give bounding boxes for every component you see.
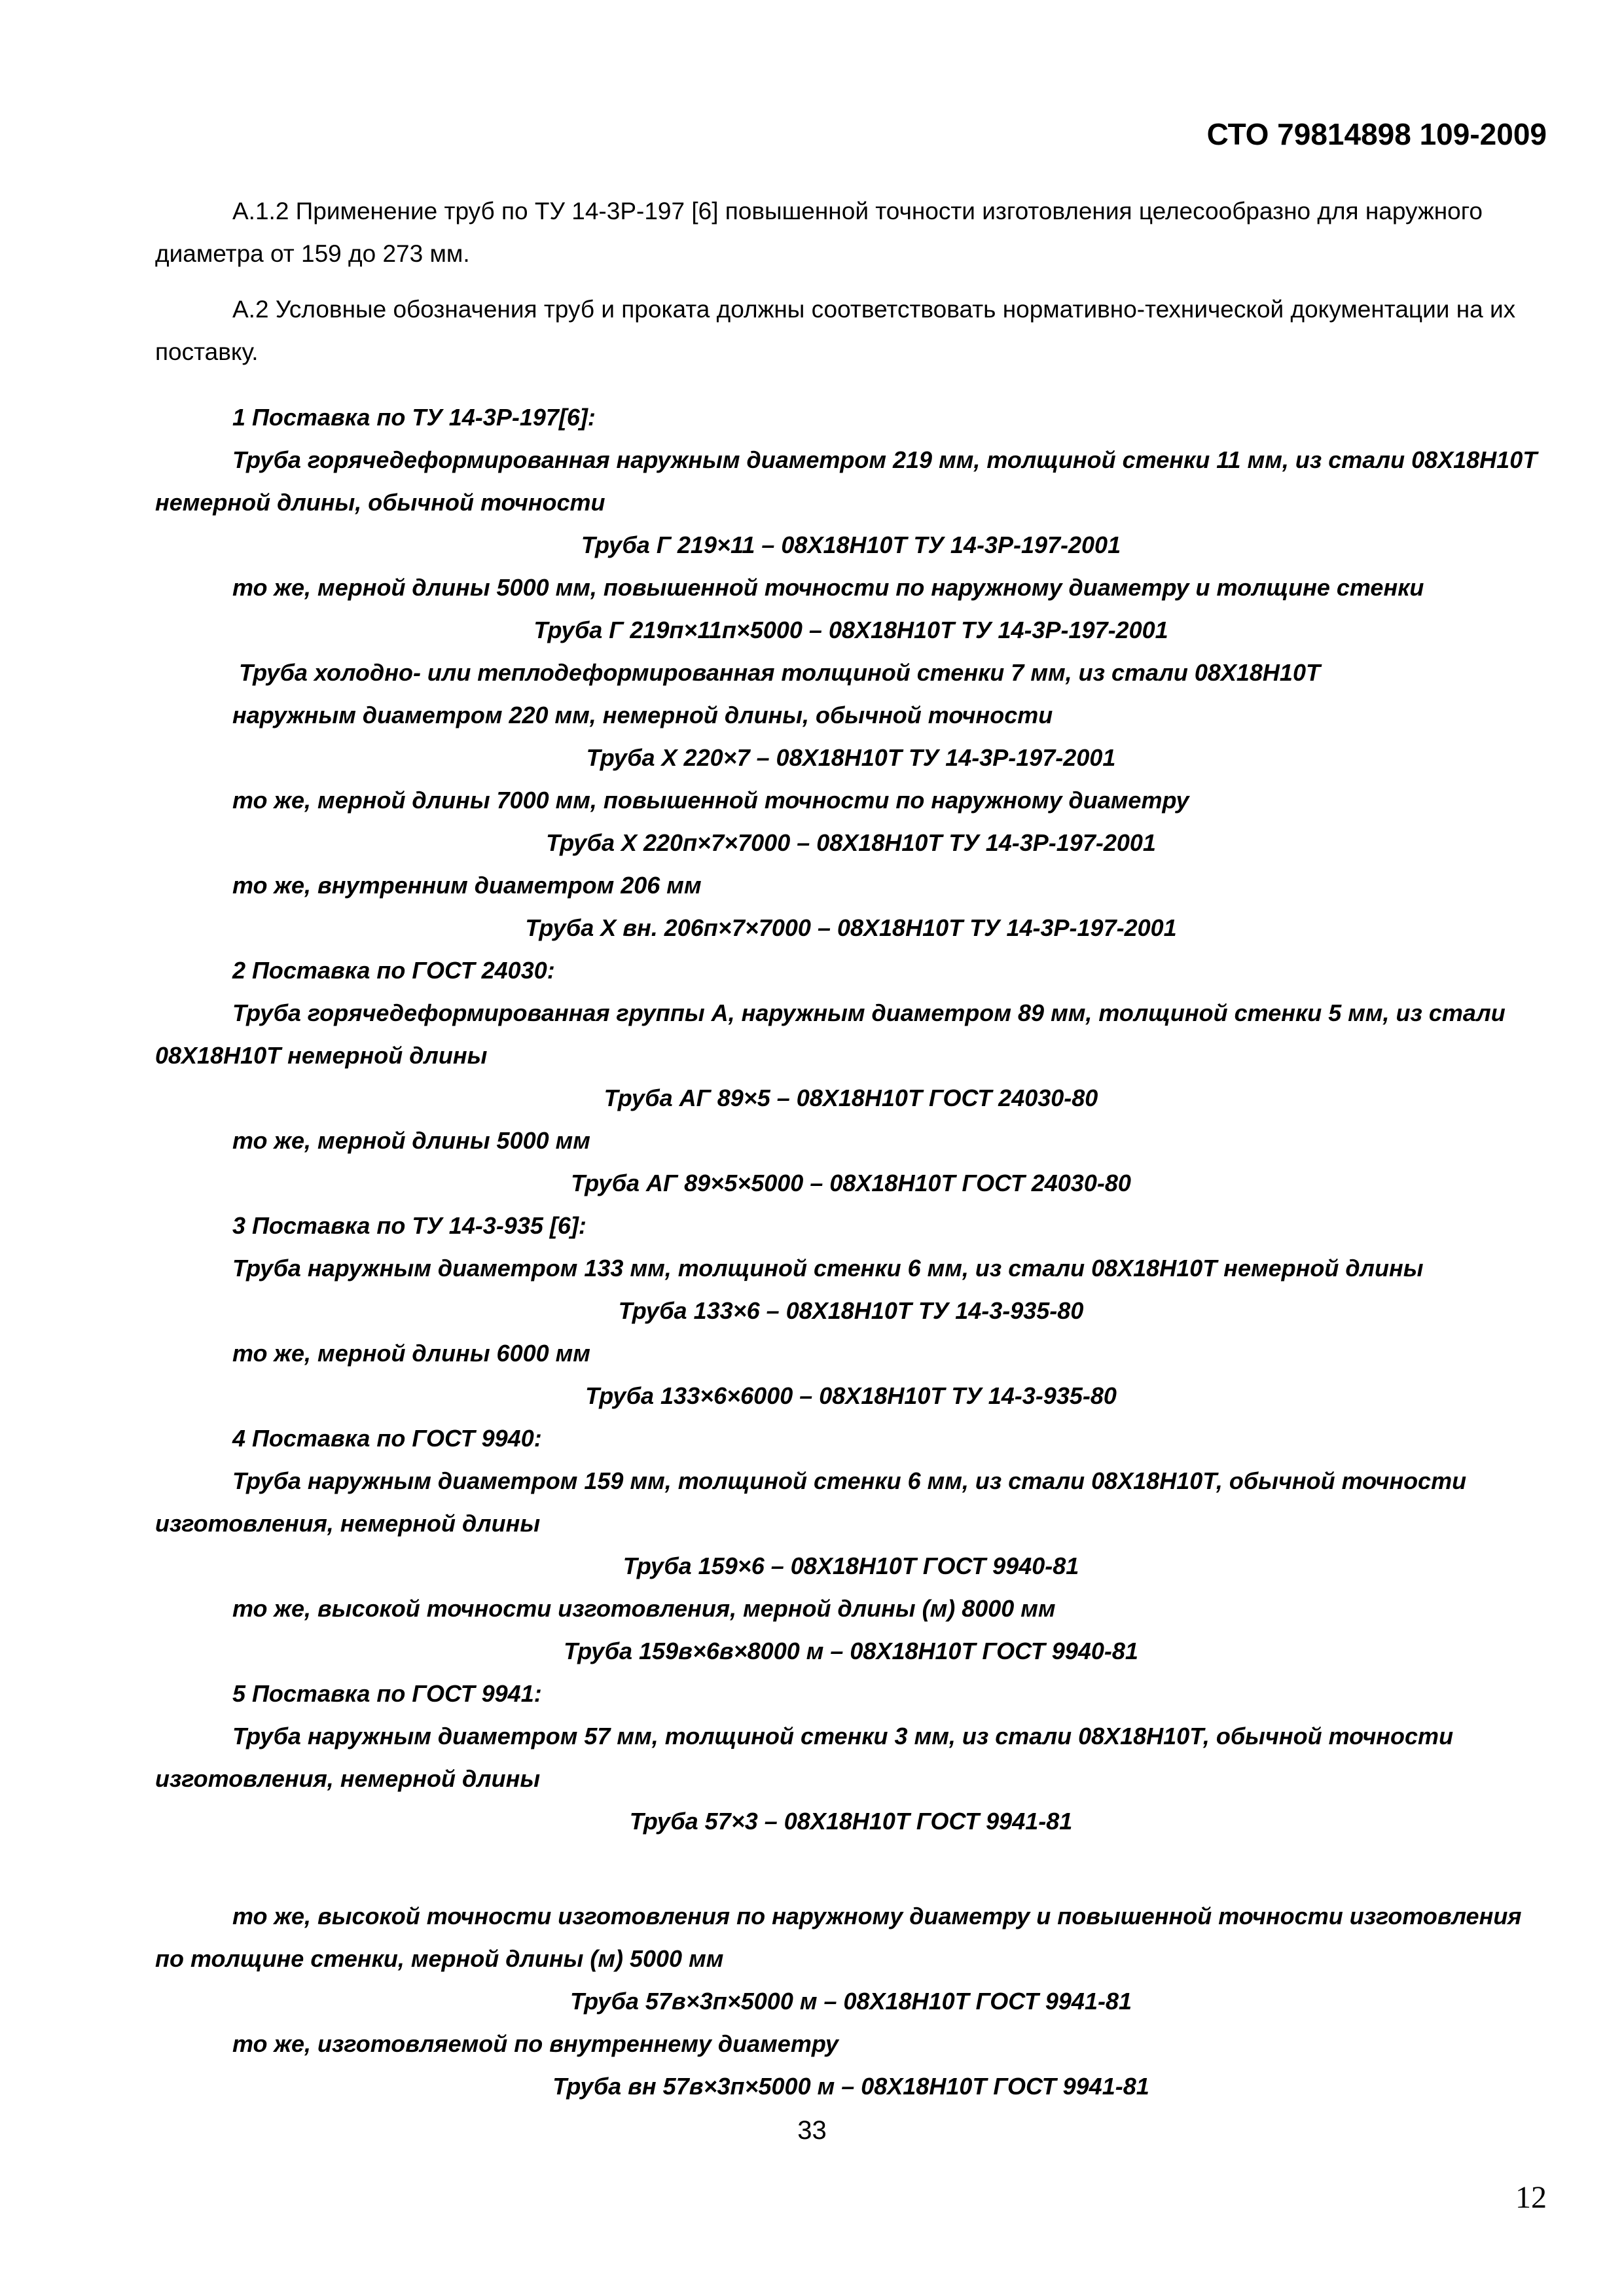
designation-example: Труба вн 57в×3п×5000 м – 08Х18Н10Т ГОСТ 9941-81 — [552, 2073, 1149, 2100]
designation-example: Труба Х 220п×7×7000 – 08Х18Н10Т ТУ 14-3Р-197-2001 — [546, 829, 1156, 856]
designation-example: Труба Х 220×7 – 08Х18Н10Т ТУ 14-3Р-197-2001 — [586, 744, 1116, 771]
description-line: то же, мерной длины 6000 мм — [232, 1340, 590, 1367]
description-line: Труба наружным диаметром 133 мм, толщиной стенки 6 мм, из стали 08Х18Н10Т немерной длины — [232, 1255, 1424, 1282]
designation-example: Труба Х вн. 206п×7×7000 – 08Х18Н10Т ТУ 14-3Р-197-2001 — [525, 914, 1177, 941]
section-heading-2: 2 Поставка по ГОСТ 24030: — [232, 957, 555, 984]
page-number: 33 — [797, 2116, 827, 2145]
paragraph-a12: А.1.2 Применение труб по ТУ 14-3Р-197 [6] повышенной точности изготовления целесообразно для наружного диаметра от 159 до 273 мм. — [155, 198, 1483, 267]
designation-example: Труба Г 219п×11п×5000 – 08Х18Н10Т ТУ 14-3Р-197-2001 — [533, 617, 1168, 643]
section-heading-1: 1 Поставка по ТУ 14-3Р-197[6]: — [232, 404, 596, 431]
sheet-number: 12 — [1515, 2180, 1547, 2215]
description-line: то же, высокой точности изготовления по наружному диаметру и повышенной точности изготовления по толщине стенки, мерной длины (м) 5000 мм — [155, 1903, 1522, 1972]
description-line: то же, высокой точности изготовления, мерной длины (м) 8000 мм — [232, 1595, 1056, 1622]
designation-example: Труба 133×6×6000 – 08Х18Н10Т ТУ 14-3-935-80 — [585, 1382, 1117, 1409]
designation-example: Труба АГ 89×5 – 08Х18Н10Т ГОСТ 24030-80 — [604, 1085, 1098, 1111]
description-line: то же, внутренним диаметром 206 мм — [232, 872, 702, 899]
designation-example: Труба Г 219×11 – 08Х18Н10Т ТУ 14-3Р-197-2001 — [581, 531, 1121, 558]
section-heading-3: 3 Поставка по ТУ 14-3-935 [6]: — [232, 1212, 586, 1239]
description-line: Труба холодно- или теплодеформированная толщиной стенки 7 мм, из стали 08Х18Н10Т — [232, 659, 1320, 686]
description-line: Труба горячедеформированная наружным диаметром 219 мм, толщиной стенки 11 мм, из стали 08Х18Н10Т немерной длины, обычной точности — [155, 446, 1538, 516]
paragraph-a2: А.2 Условные обозначения труб и проката должны соответствовать нормативно-технической документации на их поставку. — [155, 296, 1516, 365]
doc-header: СТО 79814898 109-2009 — [1206, 117, 1547, 151]
designation-example: Труба 133×6 – 08Х18Н10Т ТУ 14-3-935-80 — [618, 1297, 1084, 1324]
description-line: то же, изготовляемой по внутреннему диаметру — [232, 2030, 839, 2057]
description-line: то же, мерной длины 7000 мм, повышенной точности по наружному диаметру — [232, 787, 1189, 814]
description-line: то же, мерной длины 5000 мм, повышенной точности по наружному диаметру и толщине стенки — [232, 574, 1424, 601]
designation-example: Труба АГ 89×5×5000 – 08Х18Н10Т ГОСТ 24030-80 — [571, 1170, 1131, 1196]
designation-example: Труба 57×3 – 08Х18Н10Т ГОСТ 9941-81 — [629, 1808, 1073, 1835]
designation-example: Труба 159в×6в×8000 м – 08Х18Н10Т ГОСТ 9940-81 — [564, 1638, 1138, 1664]
designations-block — [155, 396, 1547, 2100]
description-line: то же, мерной длины 5000 мм — [232, 1127, 590, 1154]
description-line: наружным диаметром 220 мм, немерной длины, обычной точности — [232, 702, 1053, 728]
designation-example: Труба 159×6 – 08Х18Н10Т ГОСТ 9940-81 — [623, 1552, 1079, 1579]
section-heading-5: 5 Поставка по ГОСТ 9941: — [232, 1680, 542, 1707]
description-line: Труба наружным диаметром 57 мм, толщиной стенки 3 мм, из стали 08Х18Н10Т, обычной точности изготовления, немерной длины — [155, 1723, 1454, 1792]
intro-block — [155, 190, 1547, 373]
description-line: Труба наружным диаметром 159 мм, толщиной стенки 6 мм, из стали 08Х18Н10Т, обычной точности изготовления, немерной длины — [155, 1467, 1467, 1537]
description-line: Труба горячедеформированная группы А, наружным диаметром 89 мм, толщиной стенки 5 мм, из стали 08Х18Н10Т немерной длины — [155, 999, 1506, 1069]
section-heading-4: 4 Поставка по ГОСТ 9940: — [232, 1425, 542, 1452]
designation-example: Труба 57в×3п×5000 м – 08Х18Н10Т ГОСТ 9941-81 — [569, 1988, 1132, 2015]
